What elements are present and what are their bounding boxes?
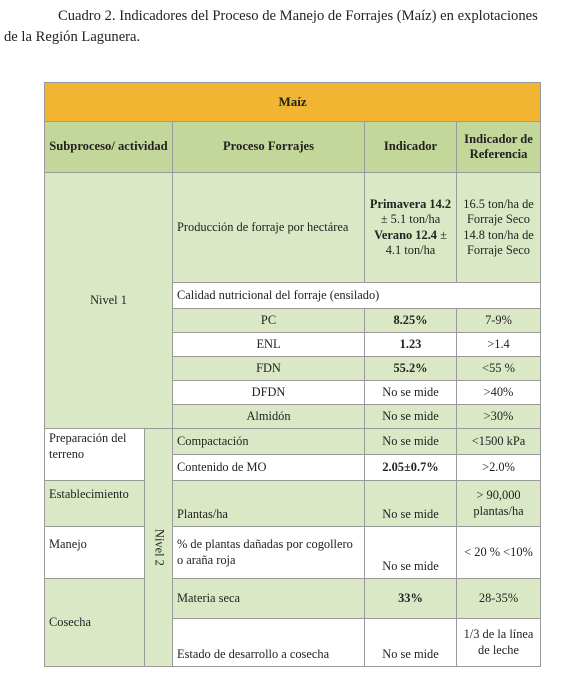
indicador-cell: No se mide bbox=[365, 481, 457, 527]
proceso-cell: Contenido de MO bbox=[173, 455, 365, 481]
proceso-cell: PC bbox=[173, 309, 365, 333]
indicador-cell: 1.23 bbox=[365, 333, 457, 357]
indicador-cell: No se mide bbox=[365, 405, 457, 429]
subproceso-manejo: Manejo bbox=[45, 527, 145, 579]
referencia-cell: 28-35% bbox=[457, 579, 541, 619]
calidad-label: Calidad nutricional del forraje (ensilado) bbox=[173, 283, 541, 309]
nivel-2-label: Nivel 2 bbox=[145, 429, 173, 667]
indicador-verano-range: ± 4.1 ton/ha bbox=[385, 227, 447, 257]
proceso-cell: ENL bbox=[173, 333, 365, 357]
indicador-primavera: Primavera 14.2 bbox=[369, 196, 452, 211]
table-row bbox=[45, 173, 541, 283]
indicador-cell: 2.05±0.7% bbox=[365, 455, 457, 481]
referencia-cell: 16.5 ton/ha de Forraje Seco 14.8 ton/ha de Forraje Seco bbox=[457, 173, 541, 283]
subproceso-cosecha: Cosecha bbox=[45, 579, 145, 667]
referencia-cell: >2.0% bbox=[457, 455, 541, 481]
indicador-cell: 33% bbox=[365, 579, 457, 619]
indicador-cell: No se mide bbox=[365, 381, 457, 405]
proceso-cell: % de plantas dañadas por cogollero o araña roja bbox=[173, 527, 365, 579]
proceso-cell: Estado de desarrollo a cosecha bbox=[173, 619, 365, 667]
table-row bbox=[45, 481, 541, 527]
table-title: Maíz bbox=[45, 83, 541, 122]
indicador-cell: No se mide bbox=[365, 527, 457, 579]
table-row bbox=[45, 527, 541, 579]
caption-line-1: Cuadro 2. Indicadores del Proceso de Manejo de Forrajes (Maíz) en explotaciones bbox=[58, 8, 538, 24]
referencia-cell: 1/3 de la línea de leche bbox=[457, 619, 541, 667]
subproceso-preparacion: Preparación del terreno bbox=[45, 429, 145, 481]
referencia-cell: > 90,000 plantas/ha bbox=[457, 481, 541, 527]
proceso-cell: DFDN bbox=[173, 381, 365, 405]
proceso-cell: Compactación bbox=[173, 429, 365, 455]
proceso-cell: Materia seca bbox=[173, 579, 365, 619]
nivel-1-label: Nivel 1 bbox=[45, 173, 173, 429]
referencia-cell: >40% bbox=[457, 381, 541, 405]
indicators-table bbox=[44, 82, 541, 667]
indicador-cell: 8.25% bbox=[365, 309, 457, 333]
indicador-verano: Verano 12.4 bbox=[374, 227, 437, 242]
header-proceso: Proceso Forrajes bbox=[173, 122, 365, 173]
proceso-cell: Producción de forraje por hectárea bbox=[173, 173, 365, 283]
indicador-cell: No se mide bbox=[365, 619, 457, 667]
indicador-primavera-range: ± 5.1 ton/ha bbox=[380, 212, 441, 226]
referencia-cell: >1.4 bbox=[457, 333, 541, 357]
table-caption bbox=[0, 6, 584, 48]
referencia-cell: 7-9% bbox=[457, 309, 541, 333]
table-title-row bbox=[45, 83, 541, 122]
caption-line-2: de la Región Lagunera. bbox=[4, 29, 141, 45]
proceso-cell: FDN bbox=[173, 357, 365, 381]
subproceso-establecimiento: Establecimiento bbox=[45, 481, 145, 527]
proceso-cell: Almidón bbox=[173, 405, 365, 429]
indicador-cell: No se mide bbox=[365, 429, 457, 455]
referencia-cell: < 20 % <10% bbox=[457, 527, 541, 579]
indicador-cell: 55.2% bbox=[365, 357, 457, 381]
table-row bbox=[45, 579, 541, 619]
header-row bbox=[45, 122, 541, 173]
table-row bbox=[45, 429, 541, 455]
header-indicador: Indicador bbox=[365, 122, 457, 173]
proceso-cell: Plantas/ha bbox=[173, 481, 365, 527]
header-referencia: Indicador de Referencia bbox=[457, 122, 541, 173]
referencia-cell: <55 % bbox=[457, 357, 541, 381]
referencia-cell: <1500 kPa bbox=[457, 429, 541, 455]
header-subproceso: Subproceso/ actividad bbox=[45, 122, 173, 173]
indicador-cell bbox=[365, 173, 457, 283]
referencia-cell: >30% bbox=[457, 405, 541, 429]
